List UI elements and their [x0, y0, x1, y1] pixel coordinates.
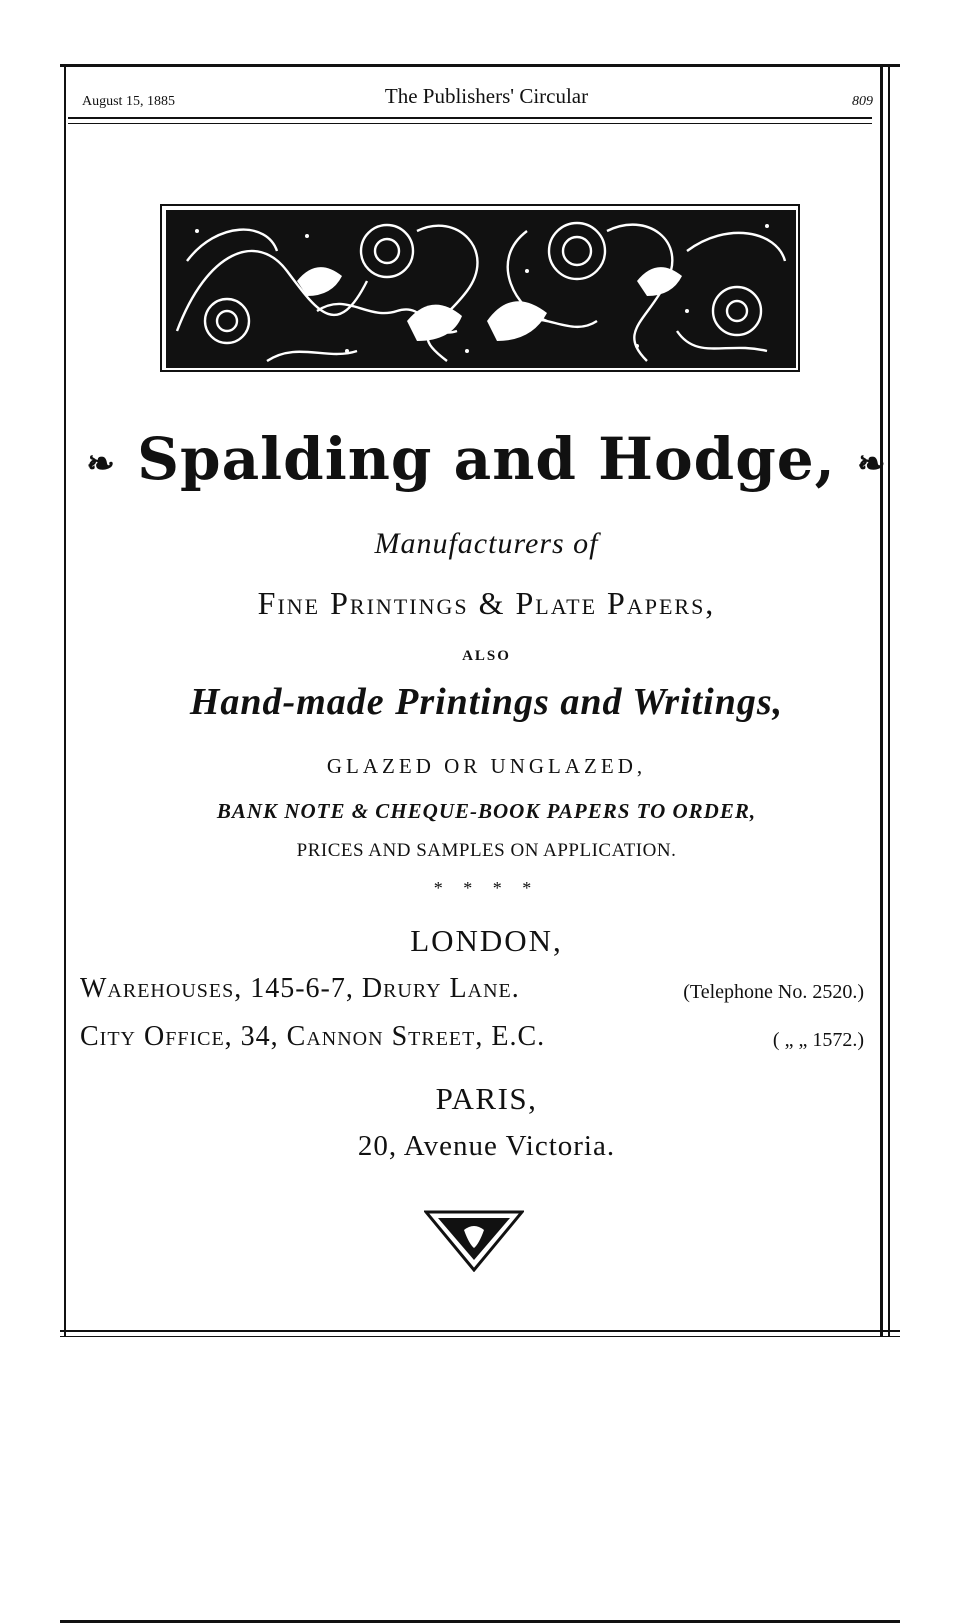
london-heading: LONDON, — [410, 923, 563, 958]
firm-name: Spalding and Hodge, — [137, 425, 836, 493]
warehouses-telephone: (Telephone No. 2520.) — [683, 981, 864, 1003]
ornamental-grotesque-banner-icon — [166, 210, 796, 368]
leaf-ornament-icon: ❧ — [86, 444, 116, 484]
paris-address: 20, Avenue Victoria. — [357, 1130, 616, 1162]
bottom-rule-2 — [60, 1336, 900, 1337]
hand-made-line: Hand-made Printings and Writings, — [189, 681, 784, 723]
glazed-line: GLAZED OR UNGLAZED, — [326, 754, 647, 778]
bottom-rule — [60, 1330, 900, 1332]
triangle-ornament-icon — [424, 1210, 524, 1272]
header-rule-1 — [68, 117, 872, 119]
also-label: ALSO — [462, 648, 511, 664]
page-number: 809 — [852, 94, 873, 109]
top-rule — [60, 64, 900, 67]
warehouses-address: Warehouses, 145-6-7, Drury Lane. — [80, 973, 520, 1004]
paris-heading: PARIS, — [435, 1081, 538, 1116]
warehouses-row — [80, 973, 890, 1005]
header-rule-2 — [68, 123, 872, 124]
ornamental-banner — [160, 204, 800, 372]
firm-name-line — [0, 425, 973, 493]
issue-date: August 15, 1885 — [82, 94, 175, 109]
city-office-address: City Office, 34, Cannon Street, E.C. — [80, 1021, 546, 1052]
bank-note-line: BANK NOTE & CHEQUE-BOOK PAPERS TO ORDER, — [216, 799, 757, 823]
fine-papers-text: Fine Printings & Plate Papers, — [257, 585, 716, 621]
star-divider: * * * * — [433, 878, 540, 898]
prices-line: PRICES AND SAMPLES ON APPLICATION. — [296, 840, 677, 861]
city-office-row — [80, 1021, 890, 1053]
city-office-telephone: ( „ „ 1572.) — [772, 1029, 864, 1051]
fine-papers-line — [0, 585, 973, 622]
manufacturers-of: Manufacturers of — [374, 527, 599, 560]
journal-title: The Publishers' Circular — [384, 84, 589, 108]
leaf-ornament-icon: ❧ — [857, 444, 887, 484]
